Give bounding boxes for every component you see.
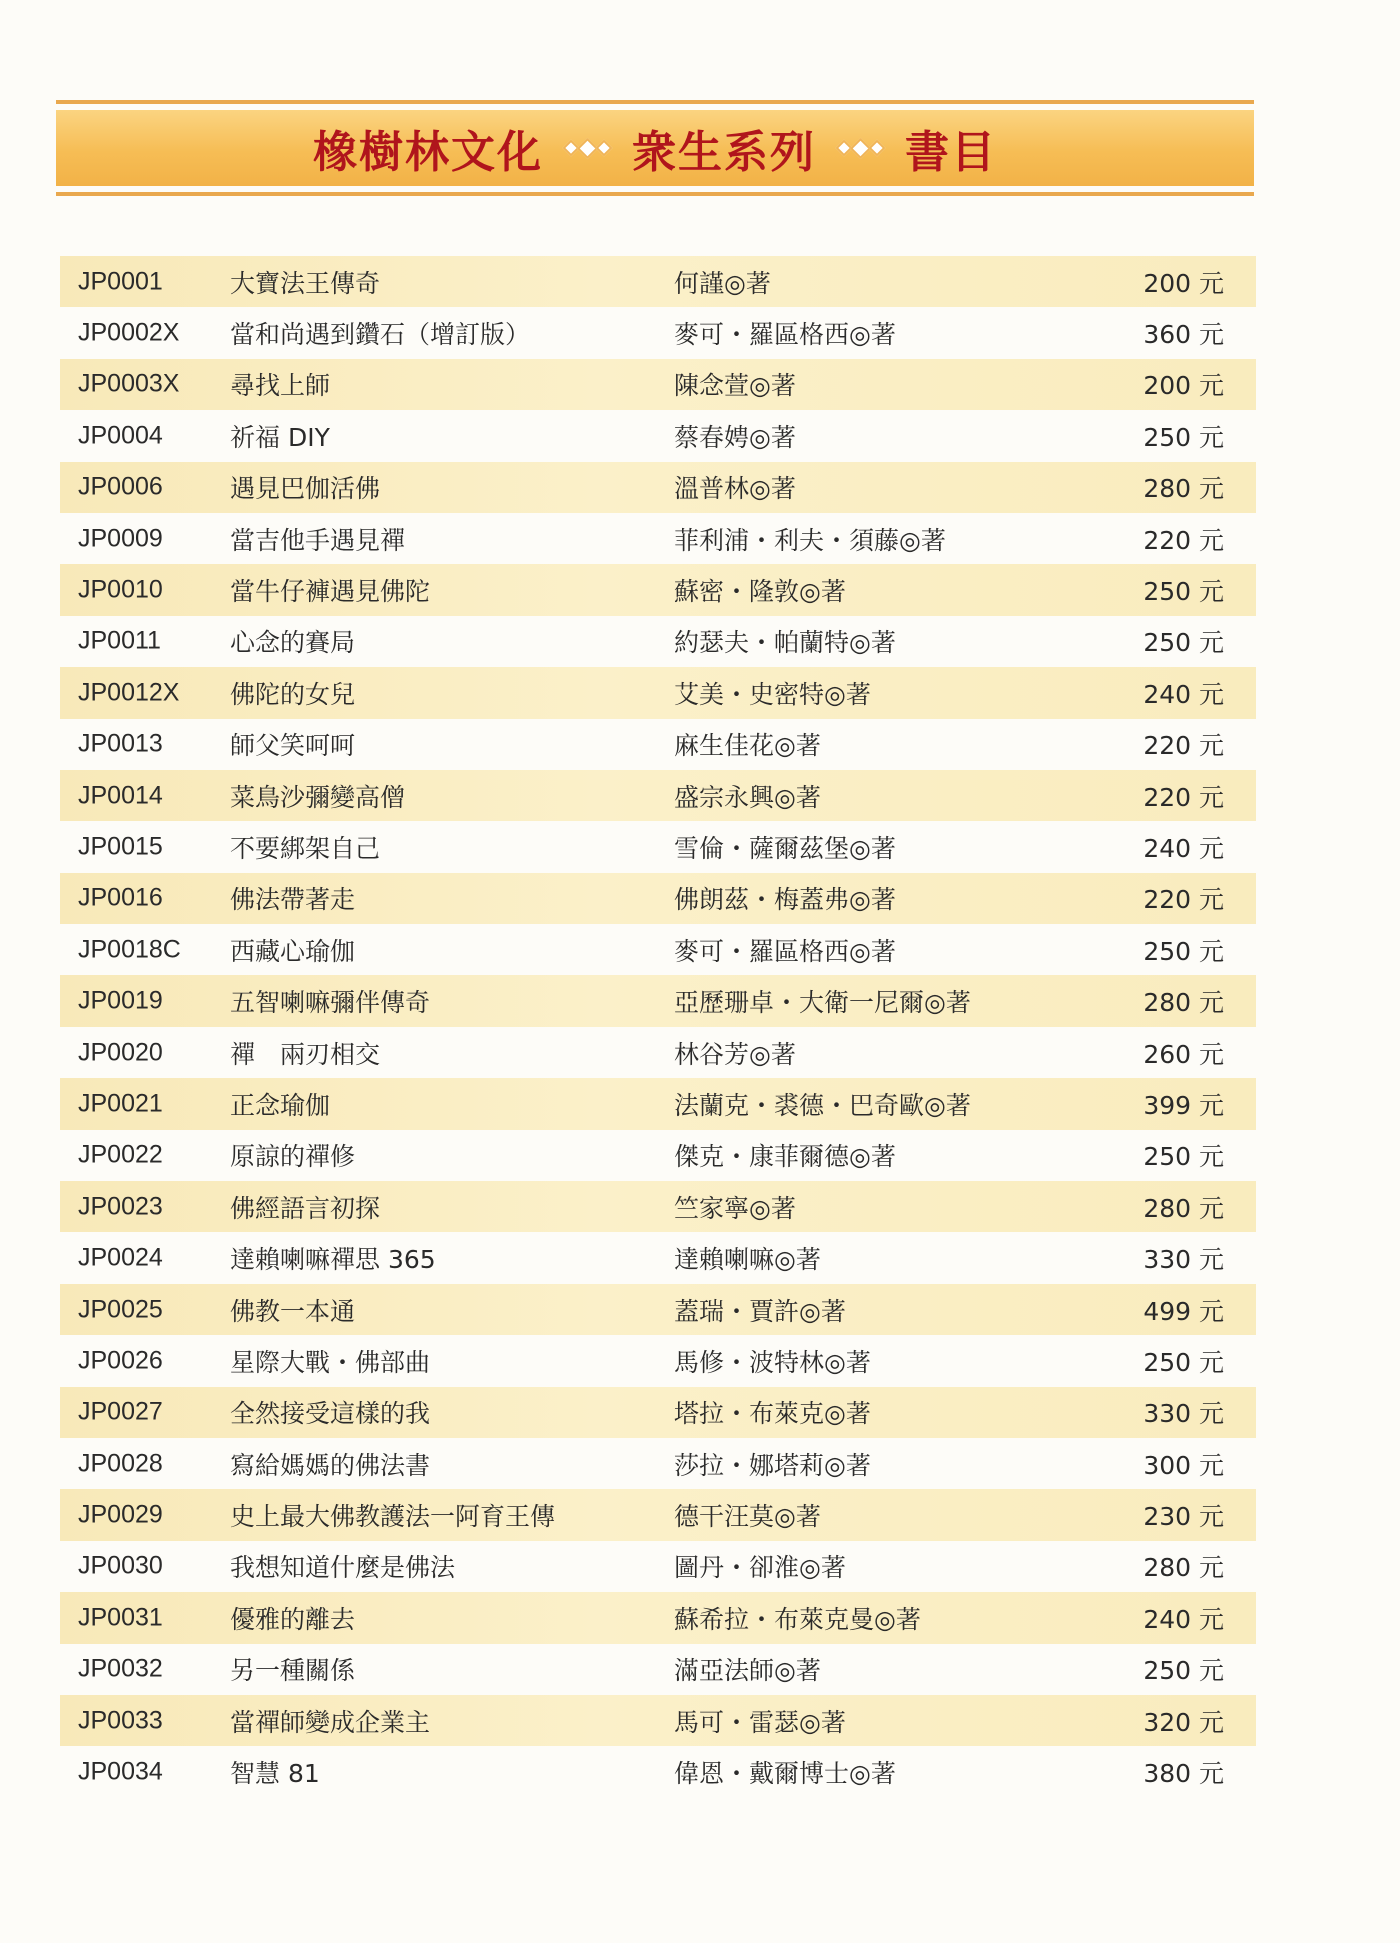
book-price: 330 元 [1143,1245,1224,1275]
book-title: 智慧 81 [230,1759,320,1789]
book-price: 250 元 [1143,1347,1224,1377]
book-code: JP0025 [78,1295,163,1323]
book-title: 不要綁架自己 [230,833,381,863]
book-row [60,1695,1256,1746]
book-row [60,1130,1256,1181]
book-row [60,1284,1256,1335]
book-price: 240 元 [1143,1604,1224,1634]
book-title: 原諒的禪修 [230,1142,356,1172]
book-row [60,667,1256,718]
book-author: 蓋瑞・賈許◎著 [674,1296,846,1326]
book-author: 蔡春娉◎著 [674,422,796,452]
book-title: 我想知道什麼是佛法 [230,1553,456,1583]
book-code: JP0010 [78,575,163,604]
book-price: 320 元 [1143,1707,1224,1737]
book-code: JP0030 [78,1551,163,1580]
book-price: 250 元 [1143,1142,1224,1172]
book-code: JP0011 [78,626,161,655]
book-code: JP0034 [78,1757,163,1786]
book-author: 偉恩・戴爾博士◎著 [674,1759,896,1789]
book-row [60,1746,1256,1797]
book-author: 溫普林◎著 [674,474,796,504]
book-author: 蘇希拉・布萊克曼◎著 [674,1604,921,1634]
book-code: JP0001 [78,267,163,296]
book-price: 280 元 [1143,988,1224,1018]
book-price: 280 元 [1143,1553,1224,1583]
book-code: JP0024 [78,1243,163,1272]
book-author: 菲利浦・利夫・須藤◎著 [674,525,946,555]
book-title: 禪 兩刃相交 [230,1039,381,1069]
book-title: 心念的賽局 [230,628,356,658]
book-price: 220 元 [1143,885,1224,915]
diamond-ornament-icon [565,141,610,156]
book-price: 220 元 [1143,782,1224,812]
book-title: 師父笑呵呵 [230,731,356,761]
book-row [60,307,1256,358]
book-author: 何謹◎著 [674,268,771,298]
book-price: 250 元 [1143,577,1224,607]
book-price: 399 元 [1143,1090,1224,1120]
book-author: 林谷芳◎著 [674,1039,796,1069]
book-code: JP0033 [78,1706,163,1735]
book-row [60,1438,1256,1489]
book-row [60,873,1256,924]
book-author: 圖丹・卻淮◎著 [674,1553,846,1583]
book-code: JP0027 [78,1397,163,1426]
catalog-label: 書目 [905,127,997,178]
book-row [60,616,1256,667]
book-row [60,1592,1256,1643]
book-price: 220 元 [1143,731,1224,761]
book-author: 傑克・康菲爾德◎著 [674,1142,896,1172]
book-code: JP0021 [78,1089,163,1118]
book-price: 240 元 [1143,833,1224,863]
book-title: 西藏心瑜伽 [230,936,356,966]
book-author: 艾美・史密特◎著 [674,679,871,709]
book-price: 280 元 [1143,474,1224,504]
book-code: JP0013 [78,729,163,758]
book-code: JP0003X [78,369,180,398]
book-row [60,1181,1256,1232]
book-price: 300 元 [1143,1450,1224,1480]
book-code: JP0018C [78,935,181,964]
book-title: 寫給媽媽的佛法書 [230,1450,431,1480]
book-price: 260 元 [1143,1039,1224,1069]
book-title: 祈福 DIY [230,422,330,452]
book-row [60,1644,1256,1695]
book-title: 達賴喇嘛禪思 365 [230,1245,436,1275]
book-title: 另一種關係 [230,1656,356,1686]
book-title: 五智喇嘛彌伴傳奇 [230,988,431,1018]
book-title: 遇見巴伽活佛 [230,474,381,504]
book-title: 正念瑜伽 [230,1090,331,1120]
book-author: 麥可・羅區格西◎著 [674,936,896,966]
book-author: 竺家寧◎著 [674,1193,796,1223]
book-price: 250 元 [1143,422,1224,452]
book-title: 星際大戰・佛部曲 [230,1347,431,1377]
book-author: 塔拉・布萊克◎著 [674,1399,871,1429]
book-title: 佛經語言初探 [230,1193,381,1223]
book-code: JP0016 [78,883,163,912]
book-row [60,256,1256,307]
book-title: 佛陀的女兒 [230,679,356,709]
book-author: 約瑟夫・帕蘭特◎著 [674,628,896,658]
book-author: 達賴喇嘛◎著 [674,1245,821,1275]
book-author: 盛宗永興◎著 [674,782,821,812]
book-author: 德干汪莫◎著 [674,1502,821,1532]
book-code: JP0031 [78,1603,163,1632]
book-title: 當禪師變成企業主 [230,1707,431,1737]
book-title: 當牛仔褲遇見佛陀 [230,577,431,607]
book-code: JP0029 [78,1500,163,1529]
book-row [60,1335,1256,1386]
book-code: JP0004 [78,421,163,450]
book-author: 蘇密・隆敦◎著 [674,577,846,607]
book-title: 尋找上師 [230,371,331,401]
book-code: JP0009 [78,524,163,553]
book-row [60,359,1256,410]
book-title: 史上最大佛教護法一阿育王傳 [230,1502,556,1532]
book-author: 馬可・雷瑟◎著 [674,1707,846,1737]
book-title: 全然接受這樣的我 [230,1399,431,1429]
book-author: 麥可・羅區格西◎著 [674,320,896,350]
book-row [60,1078,1256,1129]
book-price: 280 元 [1143,1193,1224,1223]
book-row [60,770,1256,821]
book-row [60,821,1256,872]
book-code: JP0023 [78,1192,163,1221]
book-price: 250 元 [1143,1656,1224,1686]
book-row [60,1232,1256,1283]
book-author: 滿亞法師◎著 [674,1656,821,1686]
book-price: 499 元 [1143,1296,1224,1326]
book-price: 380 元 [1143,1759,1224,1789]
book-row [60,410,1256,461]
diamond-ornament-icon [838,141,883,156]
book-price: 240 元 [1143,679,1224,709]
book-price: 230 元 [1143,1502,1224,1532]
book-author: 法蘭克・裘德・巴奇歐◎著 [674,1090,971,1120]
book-row [60,1027,1256,1078]
book-title: 優雅的離去 [230,1604,356,1634]
book-price: 220 元 [1143,525,1224,555]
book-row [60,1489,1256,1540]
book-title: 當吉他手遇見禪 [230,525,406,555]
book-title: 菜鳥沙彌變高僧 [230,782,406,812]
book-row [60,975,1256,1026]
book-code: JP0015 [78,832,163,861]
book-row [60,513,1256,564]
title-top-rule [56,100,1254,104]
book-row [60,1541,1256,1592]
book-code: JP0012X [78,678,180,707]
book-author: 麻生佳花◎著 [674,731,821,761]
title-banner [56,110,1254,186]
book-price: 200 元 [1143,371,1224,401]
publisher-name: 橡樹林文化 [313,127,543,178]
book-row [60,1387,1256,1438]
book-author: 馬修・波特林◎著 [674,1347,871,1377]
book-price: 330 元 [1143,1399,1224,1429]
book-catalog-list [60,256,1256,1798]
book-row [60,924,1256,975]
book-author: 莎拉・娜塔莉◎著 [674,1450,871,1480]
book-author: 佛朗茲・梅蓋弗◎著 [674,885,896,915]
book-row [60,719,1256,770]
book-price: 200 元 [1143,268,1224,298]
book-author: 陳念萱◎著 [674,371,796,401]
book-title: 佛教一本通 [230,1296,356,1326]
book-author: 亞歷珊卓・大衛一尼爾◎著 [674,988,971,1018]
book-title: 佛法帶著走 [230,885,356,915]
book-code: JP0022 [78,1140,163,1169]
book-price: 250 元 [1143,628,1224,658]
book-price: 360 元 [1143,320,1224,350]
book-author: 雪倫・薩爾茲堡◎著 [674,833,896,863]
series-name: 衆生系列 [632,127,816,178]
book-code: JP0020 [78,1038,163,1067]
book-row [60,564,1256,615]
book-code: JP0006 [78,472,163,501]
book-code: JP0032 [78,1654,163,1683]
book-code: JP0026 [78,1346,163,1375]
book-code: JP0002X [78,318,180,347]
book-code: JP0028 [78,1449,163,1478]
book-title: 當和尚遇到鑽石（增訂版） [230,320,531,350]
book-code: JP0014 [78,781,163,810]
book-code: JP0019 [78,986,163,1015]
book-row [60,462,1256,513]
book-price: 250 元 [1143,936,1224,966]
title-bottom-rule [56,192,1254,196]
book-title: 大寶法王傳奇 [230,268,381,298]
